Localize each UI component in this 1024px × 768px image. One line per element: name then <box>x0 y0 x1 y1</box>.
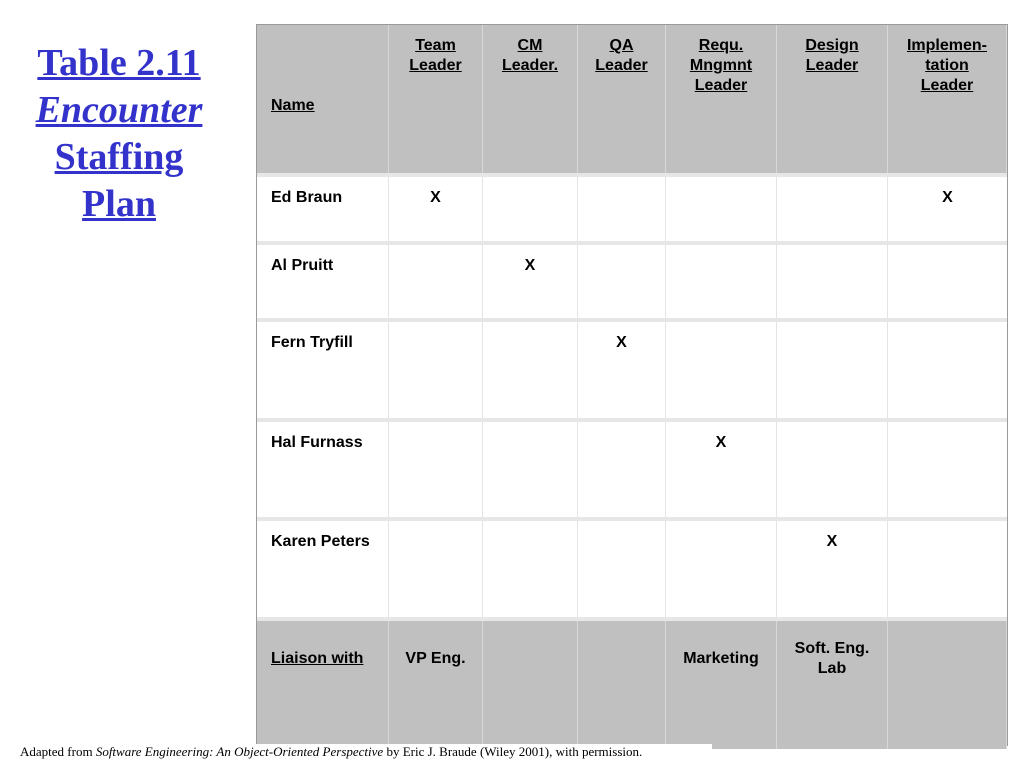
assignment-mark: X <box>942 189 953 206</box>
name-column-header: Name <box>271 97 315 114</box>
liaison-cell <box>777 621 888 749</box>
role-cell <box>777 245 888 318</box>
person-name: Hal Furnass <box>271 434 363 451</box>
table-row <box>257 173 1007 241</box>
attribution-prefix: Adapted from <box>20 744 96 759</box>
title-line-table: Table 2.11 <box>37 42 201 84</box>
role-cell <box>777 322 888 418</box>
name-cell <box>257 177 389 241</box>
attribution-footer <box>20 744 712 760</box>
role-cell <box>483 322 578 418</box>
role-cell <box>888 245 1007 318</box>
assignment-mark: X <box>616 334 627 351</box>
assignment-mark: X <box>826 533 838 550</box>
role-header-line: QA <box>609 37 634 54</box>
slide-title <box>10 40 228 228</box>
role-cell <box>777 521 888 617</box>
header-cell-implementation-leader <box>888 25 1007 173</box>
liaison-value: Marketing <box>683 650 759 667</box>
name-cell <box>257 245 389 318</box>
title-line-staffing: Staffing <box>54 136 184 178</box>
role-cell <box>666 521 777 617</box>
table-row <box>257 318 1007 418</box>
table-row <box>257 241 1007 318</box>
role-header-line: CM <box>517 37 543 54</box>
role-cell <box>483 177 578 241</box>
role-cell <box>666 245 777 318</box>
table-row <box>257 418 1007 517</box>
table-header-row <box>257 25 1007 173</box>
role-header-line: Leader <box>595 57 648 74</box>
person-name: Ed Braun <box>271 189 343 206</box>
role-cell <box>578 521 666 617</box>
liaison-cell <box>578 621 666 749</box>
role-cell <box>389 422 483 517</box>
role-cell <box>483 422 578 517</box>
role-header-line: Leader <box>805 57 859 74</box>
liaison-cell <box>888 621 1007 749</box>
role-header-line: Leader <box>920 77 974 94</box>
person-name: Al Pruitt <box>271 257 334 274</box>
header-cell-team-leader <box>389 25 483 173</box>
title-line-encounter: Encounter <box>35 89 203 131</box>
table-row <box>257 517 1007 617</box>
liaison-label: Liaison with <box>271 650 364 667</box>
role-header-line: Implemen- <box>906 37 987 54</box>
header-cell-name <box>257 25 389 173</box>
person-name: Fern Tryfill <box>271 334 353 351</box>
liaison-cell <box>389 621 483 749</box>
role-cell <box>888 177 1007 241</box>
assignment-mark: X <box>715 434 727 451</box>
role-header-line: Leader <box>409 57 462 74</box>
role-cell <box>483 521 578 617</box>
name-cell <box>257 422 389 517</box>
role-cell <box>666 177 777 241</box>
role-cell <box>389 177 483 241</box>
header-cell-requ-leader <box>666 25 777 173</box>
role-header-line: tation <box>925 57 969 74</box>
role-cell <box>389 245 483 318</box>
role-cell <box>578 322 666 418</box>
role-cell <box>777 422 888 517</box>
attribution-suffix: by Eric J. Braude (Wiley 2001), with permission. <box>383 744 643 759</box>
liaison-value-line: Soft. Eng. <box>794 640 870 657</box>
role-header-line: Team <box>415 37 456 54</box>
role-cell <box>888 521 1007 617</box>
role-cell <box>389 322 483 418</box>
role-cell <box>483 245 578 318</box>
liaison-value <box>777 639 887 679</box>
role-cell <box>777 177 888 241</box>
role-cell <box>578 245 666 318</box>
role-cell <box>666 322 777 418</box>
role-cell <box>578 422 666 517</box>
header-cell-design-leader <box>777 25 888 173</box>
name-cell <box>257 521 389 617</box>
role-cell <box>389 521 483 617</box>
book-title: Software Engineering: An Object-Oriented Perspective <box>95 744 384 759</box>
header-cell-qa-leader <box>578 25 666 173</box>
role-header-line: Leader. <box>501 57 559 74</box>
header-cell-cm-leader <box>483 25 578 173</box>
role-header-line: Design <box>805 37 859 54</box>
name-cell <box>257 322 389 418</box>
liaison-cell <box>666 621 777 749</box>
liaison-cell <box>483 621 578 749</box>
role-header-line: Leader <box>694 77 748 94</box>
role-cell <box>888 422 1007 517</box>
staffing-table <box>256 24 1008 746</box>
role-cell <box>578 177 666 241</box>
assignment-mark: X <box>524 257 536 274</box>
role-cell <box>666 422 777 517</box>
title-line-plan: Plan <box>82 183 156 225</box>
role-header-line: Mngmnt <box>689 57 753 74</box>
liaison-row <box>257 617 1007 749</box>
role-header-line: Requ. <box>698 37 744 54</box>
liaison-value: VP Eng. <box>405 650 466 667</box>
name-cell <box>257 621 389 749</box>
assignment-mark: X <box>430 189 441 206</box>
role-cell <box>888 322 1007 418</box>
person-name: Karen Peters <box>271 533 370 550</box>
liaison-value-line: Lab <box>817 660 847 677</box>
